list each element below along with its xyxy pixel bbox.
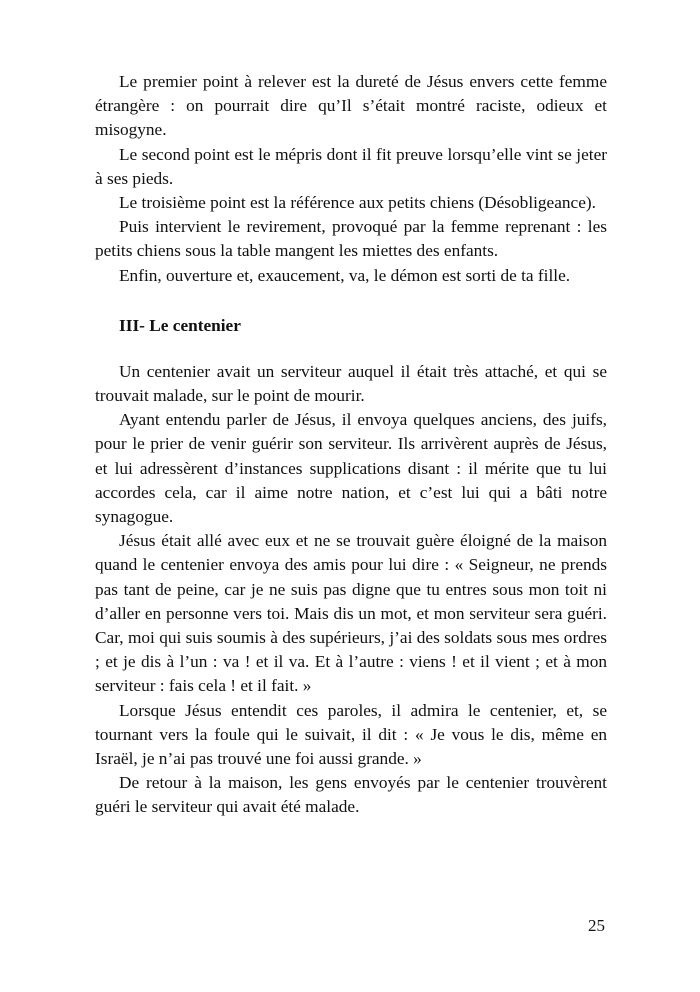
section-intro	[95, 70, 607, 288]
paragraph-centenier-serviteur: Un centenier avait un serviteur auquel il était très attaché, et qui se trouvait malade, sur le point de mourir.	[95, 361, 607, 406]
paragraph-retour-maison: De retour à la maison, les gens envoyés par le centenier trouvèrent guéri le serviteur qui avait été malade.	[95, 773, 607, 817]
paragraph-second-point: Le second point est le mépris dont il fit preuve lorsqu’elle vint se jeter à ses pieds.	[95, 144, 607, 188]
paragraph-third-point: Le troisième point est la référence aux petits chiens (Désobligeance).	[119, 193, 596, 213]
paragraph-first-point: Le premier point à relever est la dureté de Jésus envers cette femme étrangère : on pourrait dire qu’Il s’était montré raciste, odieux et misogyne.	[95, 72, 607, 140]
paragraph-anciens: Ayant entendu parler de Jésus, il envoya quelques anciens, des juifs, pour le prier de venir guérir son serviteur. Ils arrivèrent auprès de Jésus, et lui adressèrent d’instances supplications disant : il mérite que tu lui accordes cela, car il aime notre nation, et c’est lui qui a bâti notre synagogue.	[95, 410, 607, 527]
paragraph-exaucement: Enfin, ouverture et, exaucement, va, le démon est sorti de ta fille.	[119, 265, 571, 285]
section-heading-centenier: III- Le centenier	[119, 315, 241, 335]
paragraph-foi-grande: Lorsque Jésus entendit ces paroles, il admira le centenier, et, se tournant vers la foule qui le suivait, il dit : « Je vous le dis, même en Israël, je n’ai pas trouvé une foi aussi grande. »	[95, 700, 607, 769]
section-centenier	[95, 360, 607, 820]
paragraph-seigneur: Jésus était allé avec eux et ne se trouvait guère éloigné de la maison quand le centenier envoya des amis pour lui dire : « Seigneur, ne prends pas tant de peine, car je ne suis pas digne que tu entres sous mon toit ni d’aller en personne vers toi. Mais dis un mot, et mon serviteur sera guéri. Car, moi qui suis soumis à des supérieurs, j’ai des soldats sous mes ordres ; et je dis à l’un : va ! et il va. Et à l’autre : viens ! et il vient ; et à mon serviteur : fais cela ! et il fait. »	[95, 531, 607, 696]
page-number: 25	[588, 916, 605, 935]
paragraph-revirement: Puis intervient le revirement, provoqué par la femme reprenant : les petits chiens sous la table mangent les miettes des enfants.	[95, 217, 607, 261]
page-body	[95, 70, 607, 820]
